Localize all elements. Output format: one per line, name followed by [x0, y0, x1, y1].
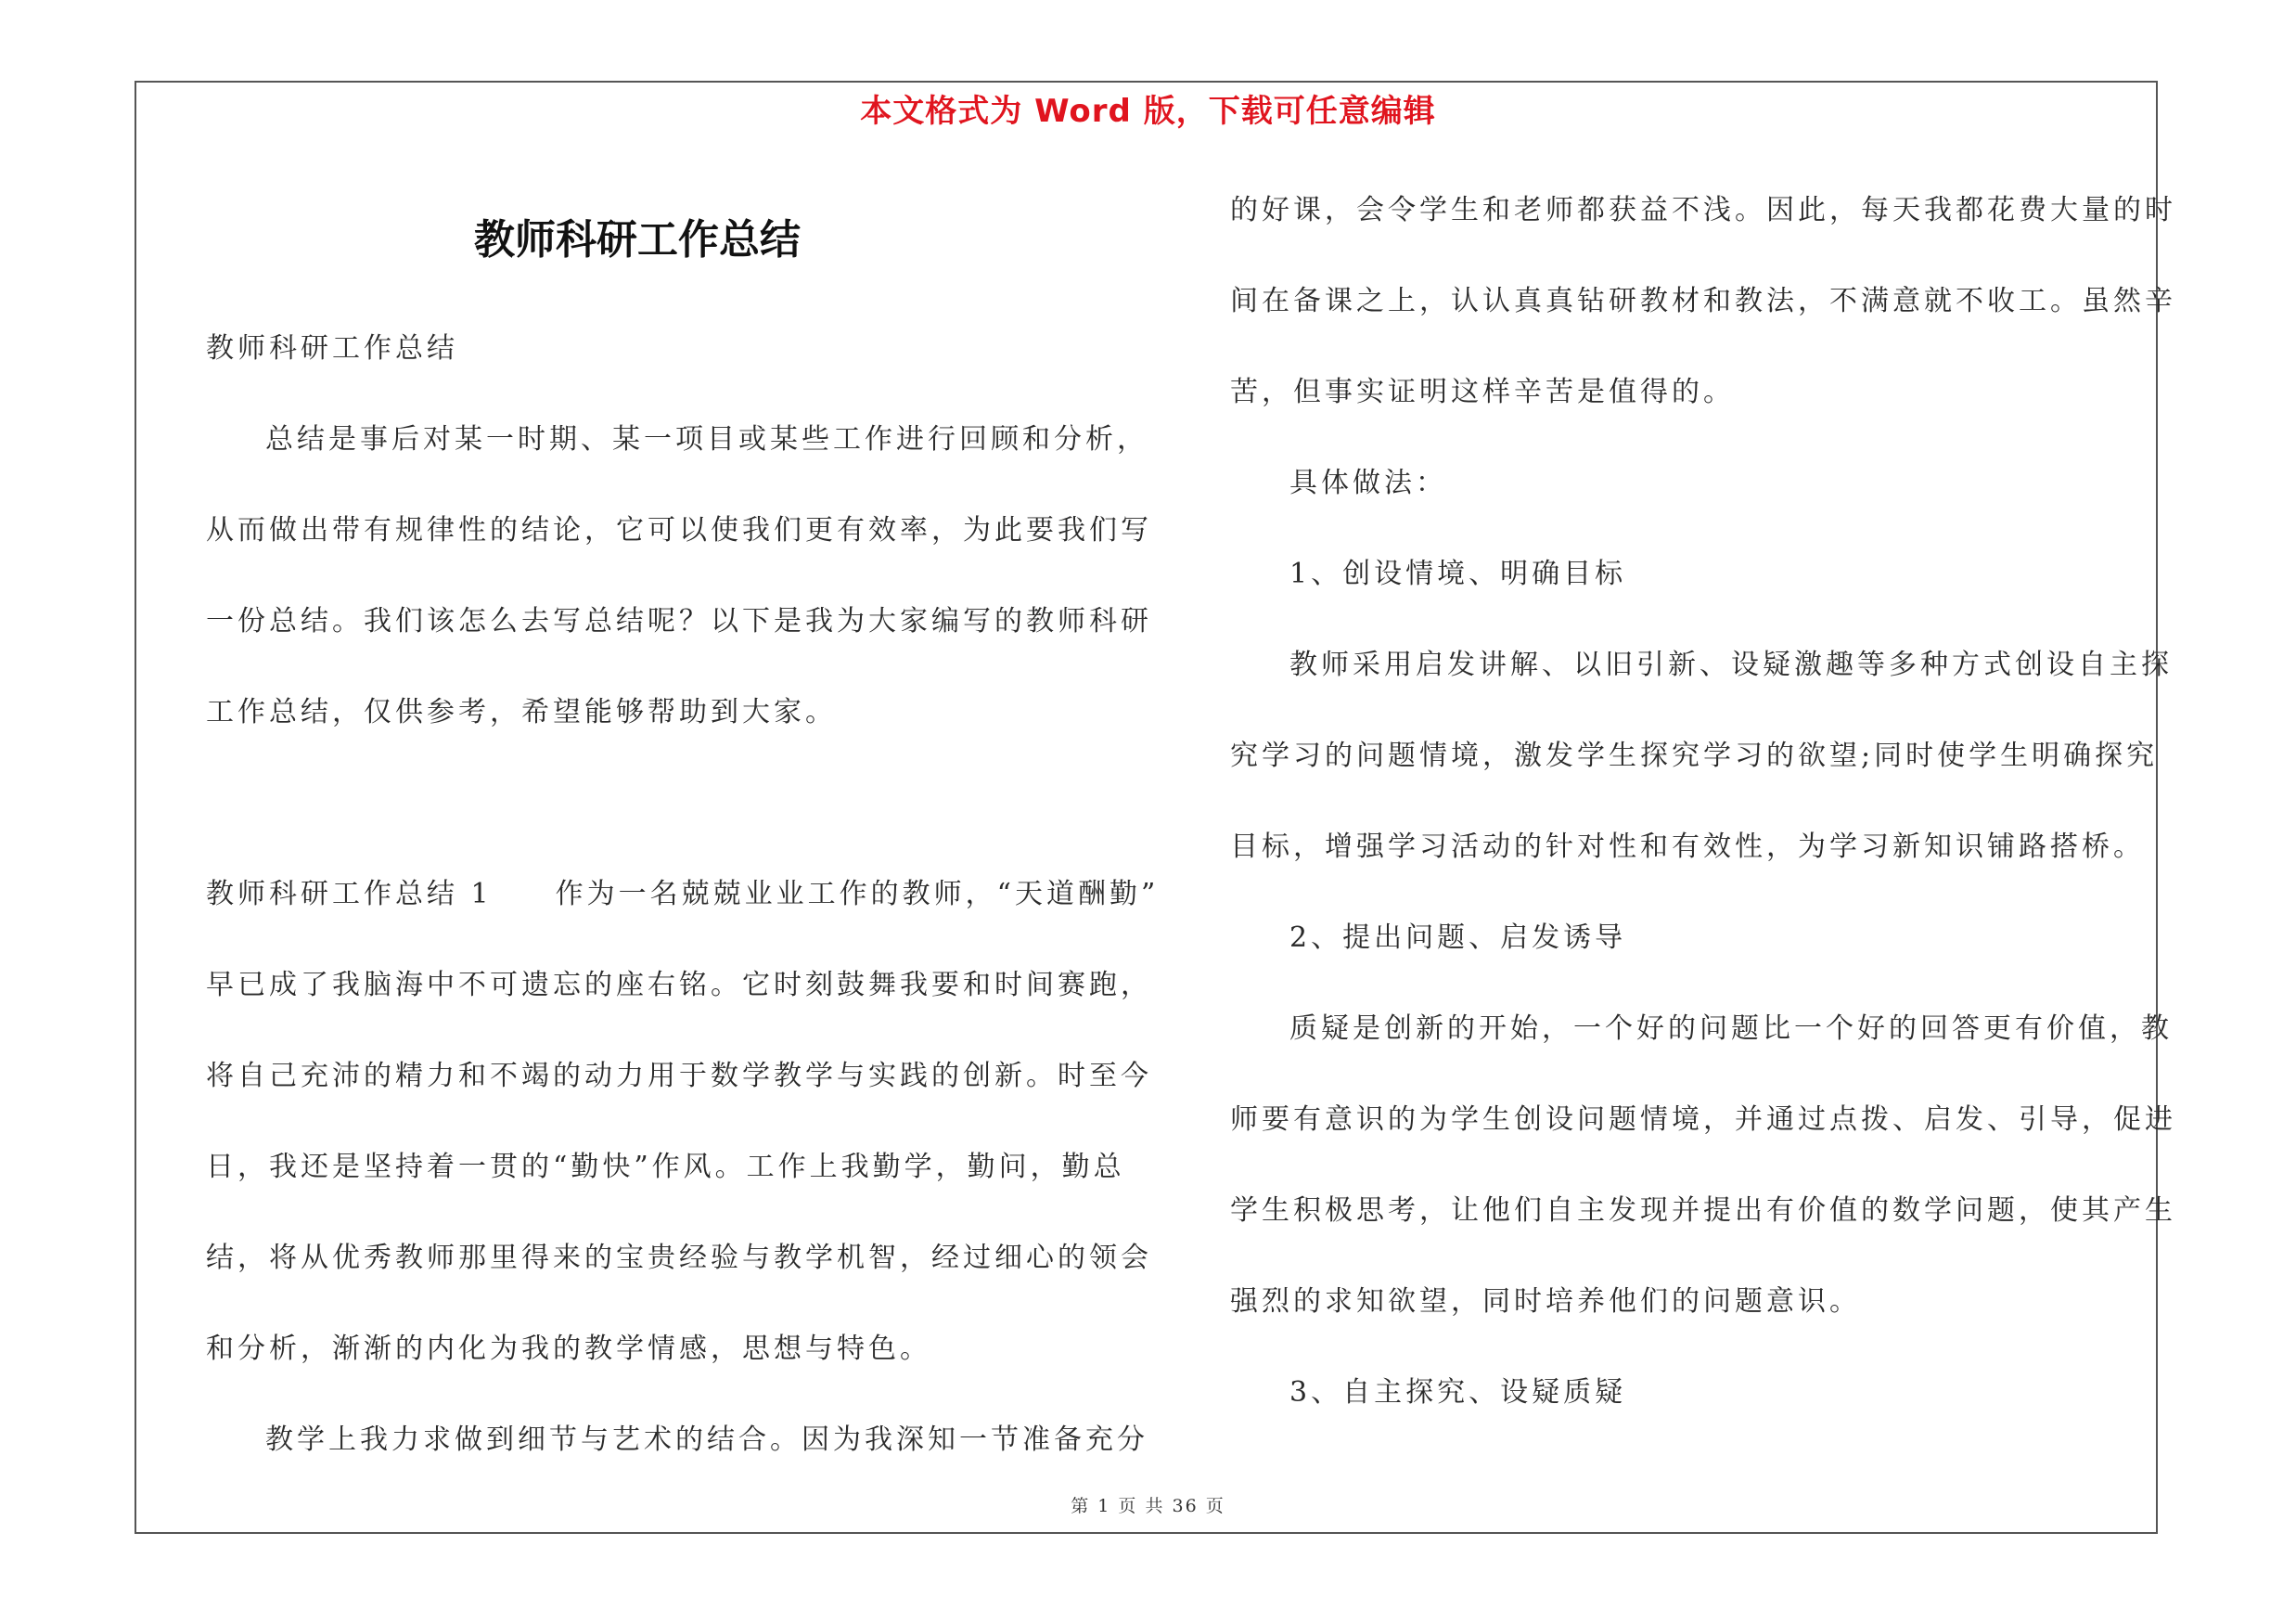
- paragraph-line: 将自己充沛的精力和不竭的动力用于数学教学与实践的创新。时至今: [206, 1060, 1152, 1092]
- paragraph-line: 总结是事后对某一时期、某一项目或某些工作进行回顾和分析，: [265, 423, 1148, 456]
- paragraph-line: 教师科研工作总结 1 作为一名兢兢业业工作的教师，“天道酬勤”: [206, 878, 1160, 910]
- paragraph-line: 目标，增强学习活动的针对性和有效性，为学习新知识铺路搭桥。: [1230, 831, 2145, 863]
- section-heading: 3、自主探究、设疑质疑: [1289, 1376, 1627, 1409]
- page-number-footer: 第 1 页 共 36 页: [1071, 1496, 1225, 1516]
- paragraph-line: 学生积极思考，让他们自主发现并提出有价值的数学问题，使其产生: [1230, 1194, 2176, 1227]
- paragraph-line: 工作总结，仅供参考，希望能够帮助到大家。: [206, 696, 837, 728]
- paragraph-line: 日，我还是坚持着一贯的“勤快”作风。工作上我勤学，勤问，勤总: [206, 1151, 1125, 1183]
- paragraph-line: 的好课，会令学生和老师都获益不浅。因此，每天我都花费大量的时: [1230, 194, 2176, 226]
- paragraph-line: 师要有意识的为学生创设问题情境，并通过点拨、启发、引导，促进: [1230, 1103, 2176, 1136]
- paragraph-line: 间在备课之上，认认真真钻研教材和教法，不满意就不收工。虽然辛: [1230, 285, 2176, 317]
- right-text-column: [1230, 165, 2176, 1438]
- left-text-column: [206, 303, 1160, 1486]
- section-heading: 1、创设情境、明确目标: [1289, 558, 1627, 590]
- document-title: 教师科研工作总结: [474, 216, 801, 264]
- word-format-banner: 本文格式为 Word 版，下载可任意编辑: [860, 93, 1436, 130]
- paragraph-line: 强烈的求知欲望，同时培养他们的问题意识。: [1230, 1285, 1861, 1318]
- paragraph-line: 质疑是创新的开始，一个好的问题比一个好的回答更有价值，教: [1289, 1012, 2173, 1045]
- paragraph-line: 从而做出带有规律性的结论，它可以使我们更有效率，为此要我们写: [206, 514, 1152, 547]
- section-label: 具体做法：: [1289, 467, 1447, 499]
- section-heading: 2、提出问题、启发诱导: [1289, 921, 1627, 954]
- paragraph-line: 早已成了我脑海中不可遗忘的座右铭。它时刻鼓舞我要和时间赛跑，: [206, 969, 1152, 1001]
- subtitle-line: 教师科研工作总结: [206, 332, 458, 365]
- paragraph-line: 和分析，渐渐的内化为我的教学情感，思想与特色。: [206, 1333, 931, 1365]
- paragraph-line: 究学习的问题情境，激发学生探究学习的欲望;同时使学生明确探究: [1230, 740, 2159, 772]
- paragraph-line: 教学上我力求做到细节与艺术的结合。因为我深知一节准备充分: [265, 1423, 1148, 1456]
- paragraph-line: 教师采用启发讲解、以旧引新、设疑激趣等多种方式创设自主探: [1289, 649, 2173, 681]
- paragraph-line: 苦，但事实证明这样辛苦是值得的。: [1230, 376, 1735, 408]
- paragraph-gap: [206, 758, 1152, 849]
- paragraph-line: 一份总结。我们该怎么去写总结呢？以下是我为大家编写的教师科研: [206, 605, 1152, 638]
- paragraph-line: 结，将从优秀教师那里得来的宝贵经验与教学机智，经过细心的领会: [206, 1242, 1152, 1274]
